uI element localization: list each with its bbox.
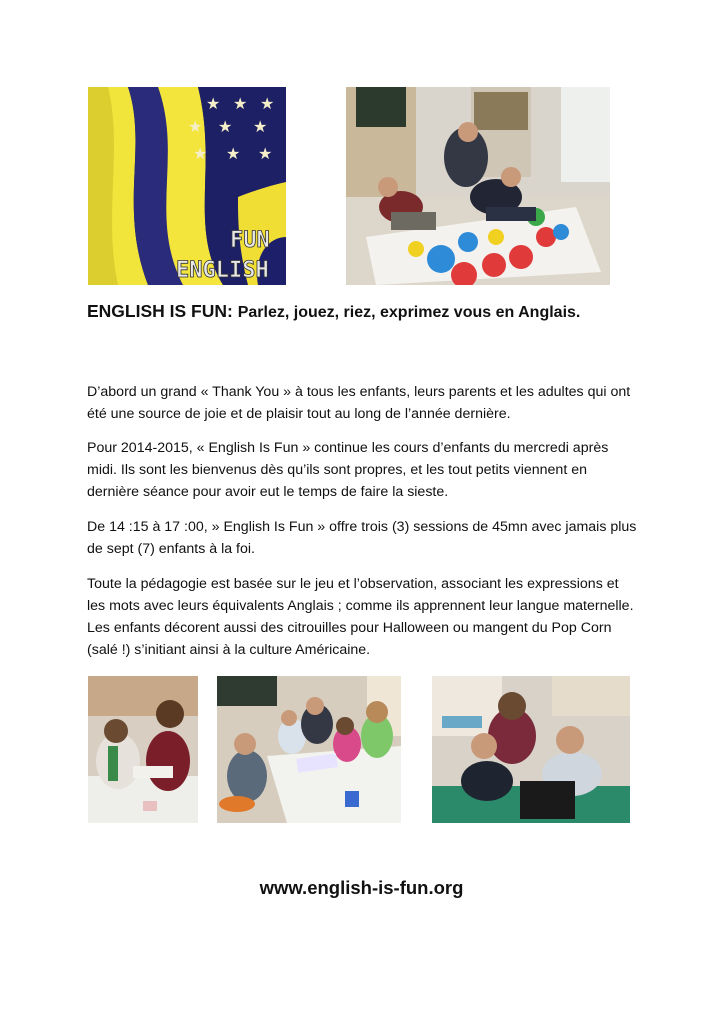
classroom-photo-girls: [88, 676, 198, 823]
heading-brand: ENGLISH IS FUN:: [87, 301, 233, 321]
svg-text:★: ★: [226, 144, 241, 163]
classroom-photo-table: [217, 676, 401, 823]
paragraph-schedule: Pour 2014-2015, « English Is Fun » continue les cours d’enfants du mercredi après midi. Ils sont les bienvenus dès qu’ils sont propres, et les tout petits viennent en dernière séance pour avoir eut le temps de faire la sieste.: [87, 440, 609, 500]
logo-text-line2: ENGLISH: [176, 258, 269, 283]
paragraph-pedagogy: Toute la pédagogie est basée sur le jeu et l’observation, associant les expressions et les mots avec leurs équivalents Anglais ; comme ils apprennent leur langue maternelle. Les enfants décorent aussi des citrouilles pour Halloween ou mangent du Pop Corn (salé !) s’initiant ainsi à la culture Américaine.: [87, 576, 634, 658]
website-url[interactable]: www.english-is-fun.org: [259, 877, 464, 898]
svg-text:★: ★: [206, 94, 221, 113]
logo-text-line1: FUN: [230, 228, 270, 253]
twister-photo: [346, 87, 610, 285]
classroom-photo-laptop: [432, 676, 630, 823]
paragraph-thanks: D’abord un grand « Thank You » à tous les enfants, leurs parents et les adultes qui ont été une source de joie et de plaisir tout au long de l’année dernière.: [87, 384, 631, 422]
paragraph-sessions: De 14 :15 à 17 :00, » English Is Fun » offre trois (3) sessions de 45mn avec jamais plus de sept (7) enfants à la foi.: [87, 519, 637, 557]
flag-logo-image: [88, 87, 286, 285]
svg-text:★: ★: [253, 117, 268, 136]
svg-text:★: ★: [233, 94, 248, 113]
svg-text:★: ★: [258, 144, 273, 163]
svg-text:★: ★: [193, 144, 208, 163]
page-heading: [87, 301, 647, 322]
svg-text:★: ★: [260, 94, 275, 113]
svg-text:★: ★: [188, 117, 203, 136]
svg-text:★: ★: [218, 117, 233, 136]
heading-subtitle: Parlez, jouez, riez, exprimez vous en Anglais.: [237, 304, 581, 321]
